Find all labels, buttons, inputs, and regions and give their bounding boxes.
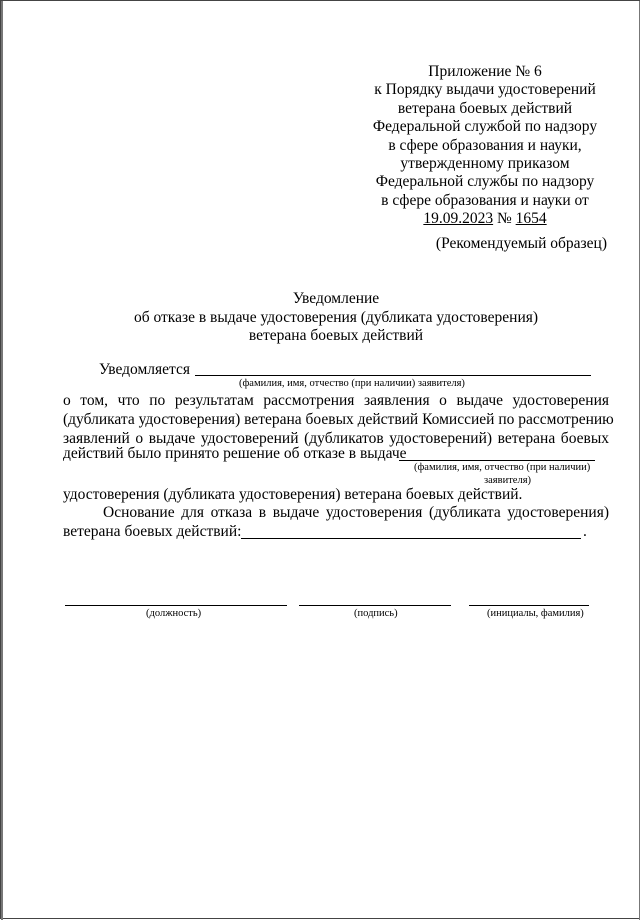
basis-line: Основание для отказа в выдаче удостоверения (дубликата удостоверения) xyxy=(103,504,609,521)
appendix-line: ветерана боевых действий xyxy=(397,99,573,117)
appendix-line: Приложение № 6 xyxy=(428,63,542,80)
body-line: (дубликата удостоверения) ветерана боевых действий Комиссией по рассмотрению xyxy=(63,411,614,428)
appendix-line: утвержденному приказом xyxy=(400,155,570,173)
body-line: о том, что по результатам рассмотрения заявления о выдаче удостоверения xyxy=(63,392,609,409)
basis-end-period: . xyxy=(583,523,587,540)
appendix-line: к Порядку выдачи удостоверений xyxy=(374,81,596,99)
order-date-number xyxy=(365,210,605,228)
applicant-name-caption-2a: (фамилия, имя, отчество (при наличии) xyxy=(414,462,591,473)
appendix-header xyxy=(365,63,605,229)
position-caption: (должность) xyxy=(146,608,202,619)
applicant-name-field-2[interactable] xyxy=(399,460,595,461)
signature-caption: (подпись) xyxy=(354,608,398,619)
appendix-line: в сфере образования и науки, xyxy=(388,136,582,154)
basis-label: ветерана боевых действий: xyxy=(63,523,242,540)
applicant-name-caption: (фамилия, имя, отчество (при наличии) заявителя) xyxy=(239,378,465,389)
appendix-line: в сфере образования и науки от xyxy=(381,191,589,209)
title-line: Уведомление xyxy=(292,290,380,307)
order-number: 1654 xyxy=(515,210,547,228)
recommended-sample-label: (Рекомендуемый образец) xyxy=(435,235,607,252)
appendix-line: Федеральной службы по надзору xyxy=(375,173,595,191)
signature-field[interactable] xyxy=(299,605,451,606)
refusal-basis-field[interactable] xyxy=(241,538,581,539)
notify-label: Уведомляется xyxy=(99,361,190,378)
decision-line: действий было принято решение об отказе в выдаче xyxy=(63,445,407,462)
appendix-line: Федеральной службой по надзору xyxy=(372,118,598,136)
applicant-name-caption-2b: заявителя) xyxy=(484,475,532,486)
initials-field[interactable] xyxy=(469,605,589,606)
applicant-name-field[interactable] xyxy=(195,375,591,376)
position-field[interactable] xyxy=(65,605,287,606)
order-date: 19.09.2023 xyxy=(423,210,494,228)
number-sign: № xyxy=(496,210,512,228)
title-line: об отказе в выдаче удостоверения (дубликата удостоверения) xyxy=(133,308,539,326)
initials-caption: (инициалы, фамилия) xyxy=(487,608,584,619)
tail-line: удостоверения (дубликата удостоверения) ветерана боевых действий. xyxy=(63,486,523,503)
body-line: заявлений о выдаче удостоверений (дубликатов удостоверений) ветерана боевых xyxy=(63,430,609,447)
document-title xyxy=(91,290,581,346)
title-line: ветерана боевых действий xyxy=(248,327,424,344)
